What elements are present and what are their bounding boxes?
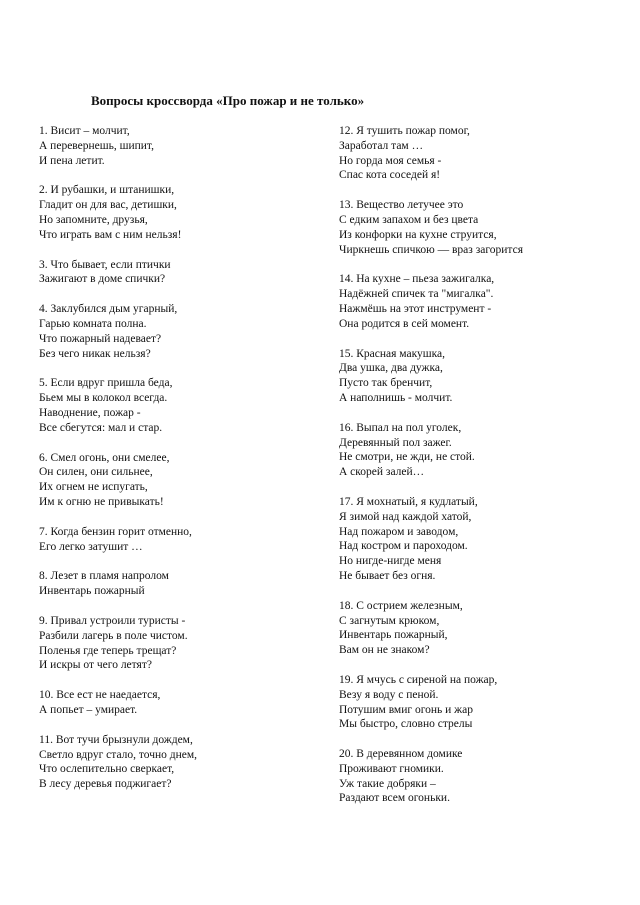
riddle-line: И искры от чего летят? bbox=[39, 659, 152, 672]
riddle-line: 6. Смел огонь, они смелее, bbox=[39, 451, 170, 464]
riddle-line: Бьем мы в колокол всегда. bbox=[39, 392, 168, 405]
riddle-line: 10. Все ест не наедается, bbox=[39, 689, 161, 702]
riddle-line: А наполнишь - молчит. bbox=[339, 391, 453, 404]
riddle-line: Она родится в сей момент. bbox=[339, 317, 470, 330]
riddle-line: Он силен, они сильнее, bbox=[39, 466, 153, 479]
riddle-line: Над пожаром и заводом, bbox=[339, 525, 459, 538]
riddle-line: 11. Вот тучи брызнули дождем, bbox=[39, 733, 193, 746]
riddle-line: Чиркнешь спичкою — враз загорится bbox=[339, 243, 523, 256]
riddle-line: 20. В деревянном домике bbox=[339, 748, 463, 761]
riddle-block bbox=[339, 747, 629, 806]
riddle-line: 4. Заклубился дым угарный, bbox=[39, 303, 178, 316]
riddle-line: Потушим вмиг огонь и жар bbox=[339, 703, 473, 716]
riddle-line: С едким запахом и без цвета bbox=[339, 213, 479, 226]
left-column bbox=[39, 124, 329, 807]
riddle-line: С загнутым крюком, bbox=[339, 614, 440, 627]
riddle-line: 12. Я тушить пожар помог, bbox=[339, 125, 470, 137]
riddle-line: Проживают гномики. bbox=[339, 762, 444, 775]
riddle-line: Поленья где теперь трещат? bbox=[39, 644, 177, 657]
riddle-block bbox=[339, 495, 629, 584]
riddle-line: 14. На кухне – пьеза зажигалка, bbox=[339, 273, 495, 286]
riddle-line: Разбили лагерь в поле чистом. bbox=[39, 629, 188, 642]
riddle-block bbox=[339, 347, 629, 406]
riddle-line: Что ослепительно сверкает, bbox=[39, 763, 175, 776]
riddle-block bbox=[339, 198, 629, 257]
riddle-line: Без чего никак нельзя? bbox=[39, 347, 151, 360]
riddle-line: 1. Висит – молчит, bbox=[39, 125, 130, 137]
riddle-line: Везу я воду с пеной. bbox=[339, 688, 439, 701]
riddle-block bbox=[339, 673, 629, 732]
riddle-line: Их огнем не испугать, bbox=[39, 481, 148, 494]
riddle-line: Наводнение, пожар - bbox=[39, 406, 141, 419]
riddle-line: А перевернешь, шипит, bbox=[39, 139, 154, 152]
riddle-line: А попьет – умирает. bbox=[39, 703, 138, 716]
riddle-line: 16. Выпал на пол уголек, bbox=[339, 421, 462, 434]
riddle-line: 3. Что бывает, если птички bbox=[39, 258, 171, 271]
riddle-line: Надёжней спичек та "мигалка". bbox=[339, 288, 494, 301]
riddle-line: 13. Вещество летучее это bbox=[339, 199, 464, 212]
riddle-line: Деревянный пол зажег. bbox=[339, 436, 452, 449]
riddle-block bbox=[39, 614, 329, 673]
riddle-line: Инвентарь пожарный, bbox=[339, 629, 448, 642]
riddle-line: 9. Привал устроили туристы - bbox=[39, 614, 186, 627]
riddle-line: Но запомните, друзья, bbox=[39, 213, 148, 226]
riddle-line: 18. С острием железным, bbox=[339, 599, 463, 612]
riddle-block bbox=[39, 451, 329, 510]
riddle-line: Пусто так бренчит, bbox=[339, 377, 433, 390]
riddle-line: Не смотри, не жди, не стой. bbox=[339, 451, 475, 464]
riddle-line: Гладит он для вас, детишки, bbox=[39, 199, 177, 212]
riddle-block bbox=[339, 599, 629, 658]
riddle-line: Его легко затушит … bbox=[39, 540, 143, 553]
riddle-line: 7. Когда бензин горит отменно, bbox=[39, 525, 192, 538]
riddle-line: Уж такие добряки – bbox=[339, 777, 436, 790]
riddle-line: 5. Если вдруг пришла беда, bbox=[39, 377, 173, 390]
riddle-line: Два ушка, два дужка, bbox=[339, 362, 443, 375]
riddle-line: Что пожарный надевает? bbox=[39, 332, 162, 345]
riddle-block bbox=[39, 376, 329, 435]
riddle-line: Я зимой над каждой хатой, bbox=[339, 510, 472, 523]
riddle-line: Спас кота соседей я! bbox=[339, 169, 441, 182]
riddle-line: Все сбегутся: мал и стар. bbox=[39, 421, 163, 434]
riddle-line: 2. И рубашки, и штанишки, bbox=[39, 184, 175, 197]
riddle-line: А скорей залей… bbox=[339, 466, 425, 479]
riddle-line: Светло вдруг стало, точно днем, bbox=[39, 748, 198, 761]
riddle-line: Заработал там … bbox=[339, 139, 424, 152]
riddle-line: Зажигают в доме спички? bbox=[39, 273, 166, 286]
riddle-block bbox=[339, 124, 629, 183]
right-column bbox=[339, 124, 629, 821]
riddle-line: 17. Я мохнатый, я кудлатый, bbox=[339, 495, 478, 508]
riddle-block bbox=[39, 302, 329, 361]
riddle-line: Им к огню не привыкать! bbox=[39, 495, 164, 508]
riddle-block bbox=[39, 733, 329, 792]
riddle-block bbox=[39, 124, 329, 168]
riddle-line: Мы быстро, словно стрелы bbox=[339, 718, 473, 731]
riddle-block bbox=[39, 569, 329, 599]
riddle-line: 8. Лезет в пламя напролом bbox=[39, 570, 169, 583]
riddle-block bbox=[39, 688, 329, 718]
riddle-line: 15. Красная макушка, bbox=[339, 347, 446, 360]
document-title: Вопросы кроссворда «Про пожар и не только» bbox=[91, 93, 365, 108]
riddle-block bbox=[39, 258, 329, 288]
riddle-line: Вам он не знаком? bbox=[339, 644, 430, 657]
riddle-line: Но нигде-нигде меня bbox=[339, 555, 442, 568]
riddle-line: Раздают всем огоньки. bbox=[339, 792, 450, 805]
riddle-line: Из конфорки на кухне струится, bbox=[339, 228, 497, 241]
riddle-block bbox=[339, 272, 629, 331]
riddle-line: Но горда моя семья - bbox=[339, 154, 442, 167]
riddle-block bbox=[39, 183, 329, 242]
riddle-block bbox=[339, 421, 629, 480]
riddle-block bbox=[39, 525, 329, 555]
riddle-line: Гарью комната полна. bbox=[39, 317, 147, 330]
riddle-line: Что играть вам с ним нельзя! bbox=[39, 228, 182, 241]
riddle-line: Нажмёшь на этот инструмент - bbox=[339, 302, 492, 315]
riddle-line: В лесу деревья поджигает? bbox=[39, 778, 172, 791]
riddle-line: 19. Я мчусь с сиреной на пожар, bbox=[339, 673, 498, 686]
riddle-line: Не бывает без огня. bbox=[339, 569, 436, 582]
riddle-line: И пена летит. bbox=[39, 154, 105, 167]
riddle-line: Инвентарь пожарный bbox=[39, 585, 145, 598]
riddle-line: Над костром и пароходом. bbox=[339, 540, 468, 553]
